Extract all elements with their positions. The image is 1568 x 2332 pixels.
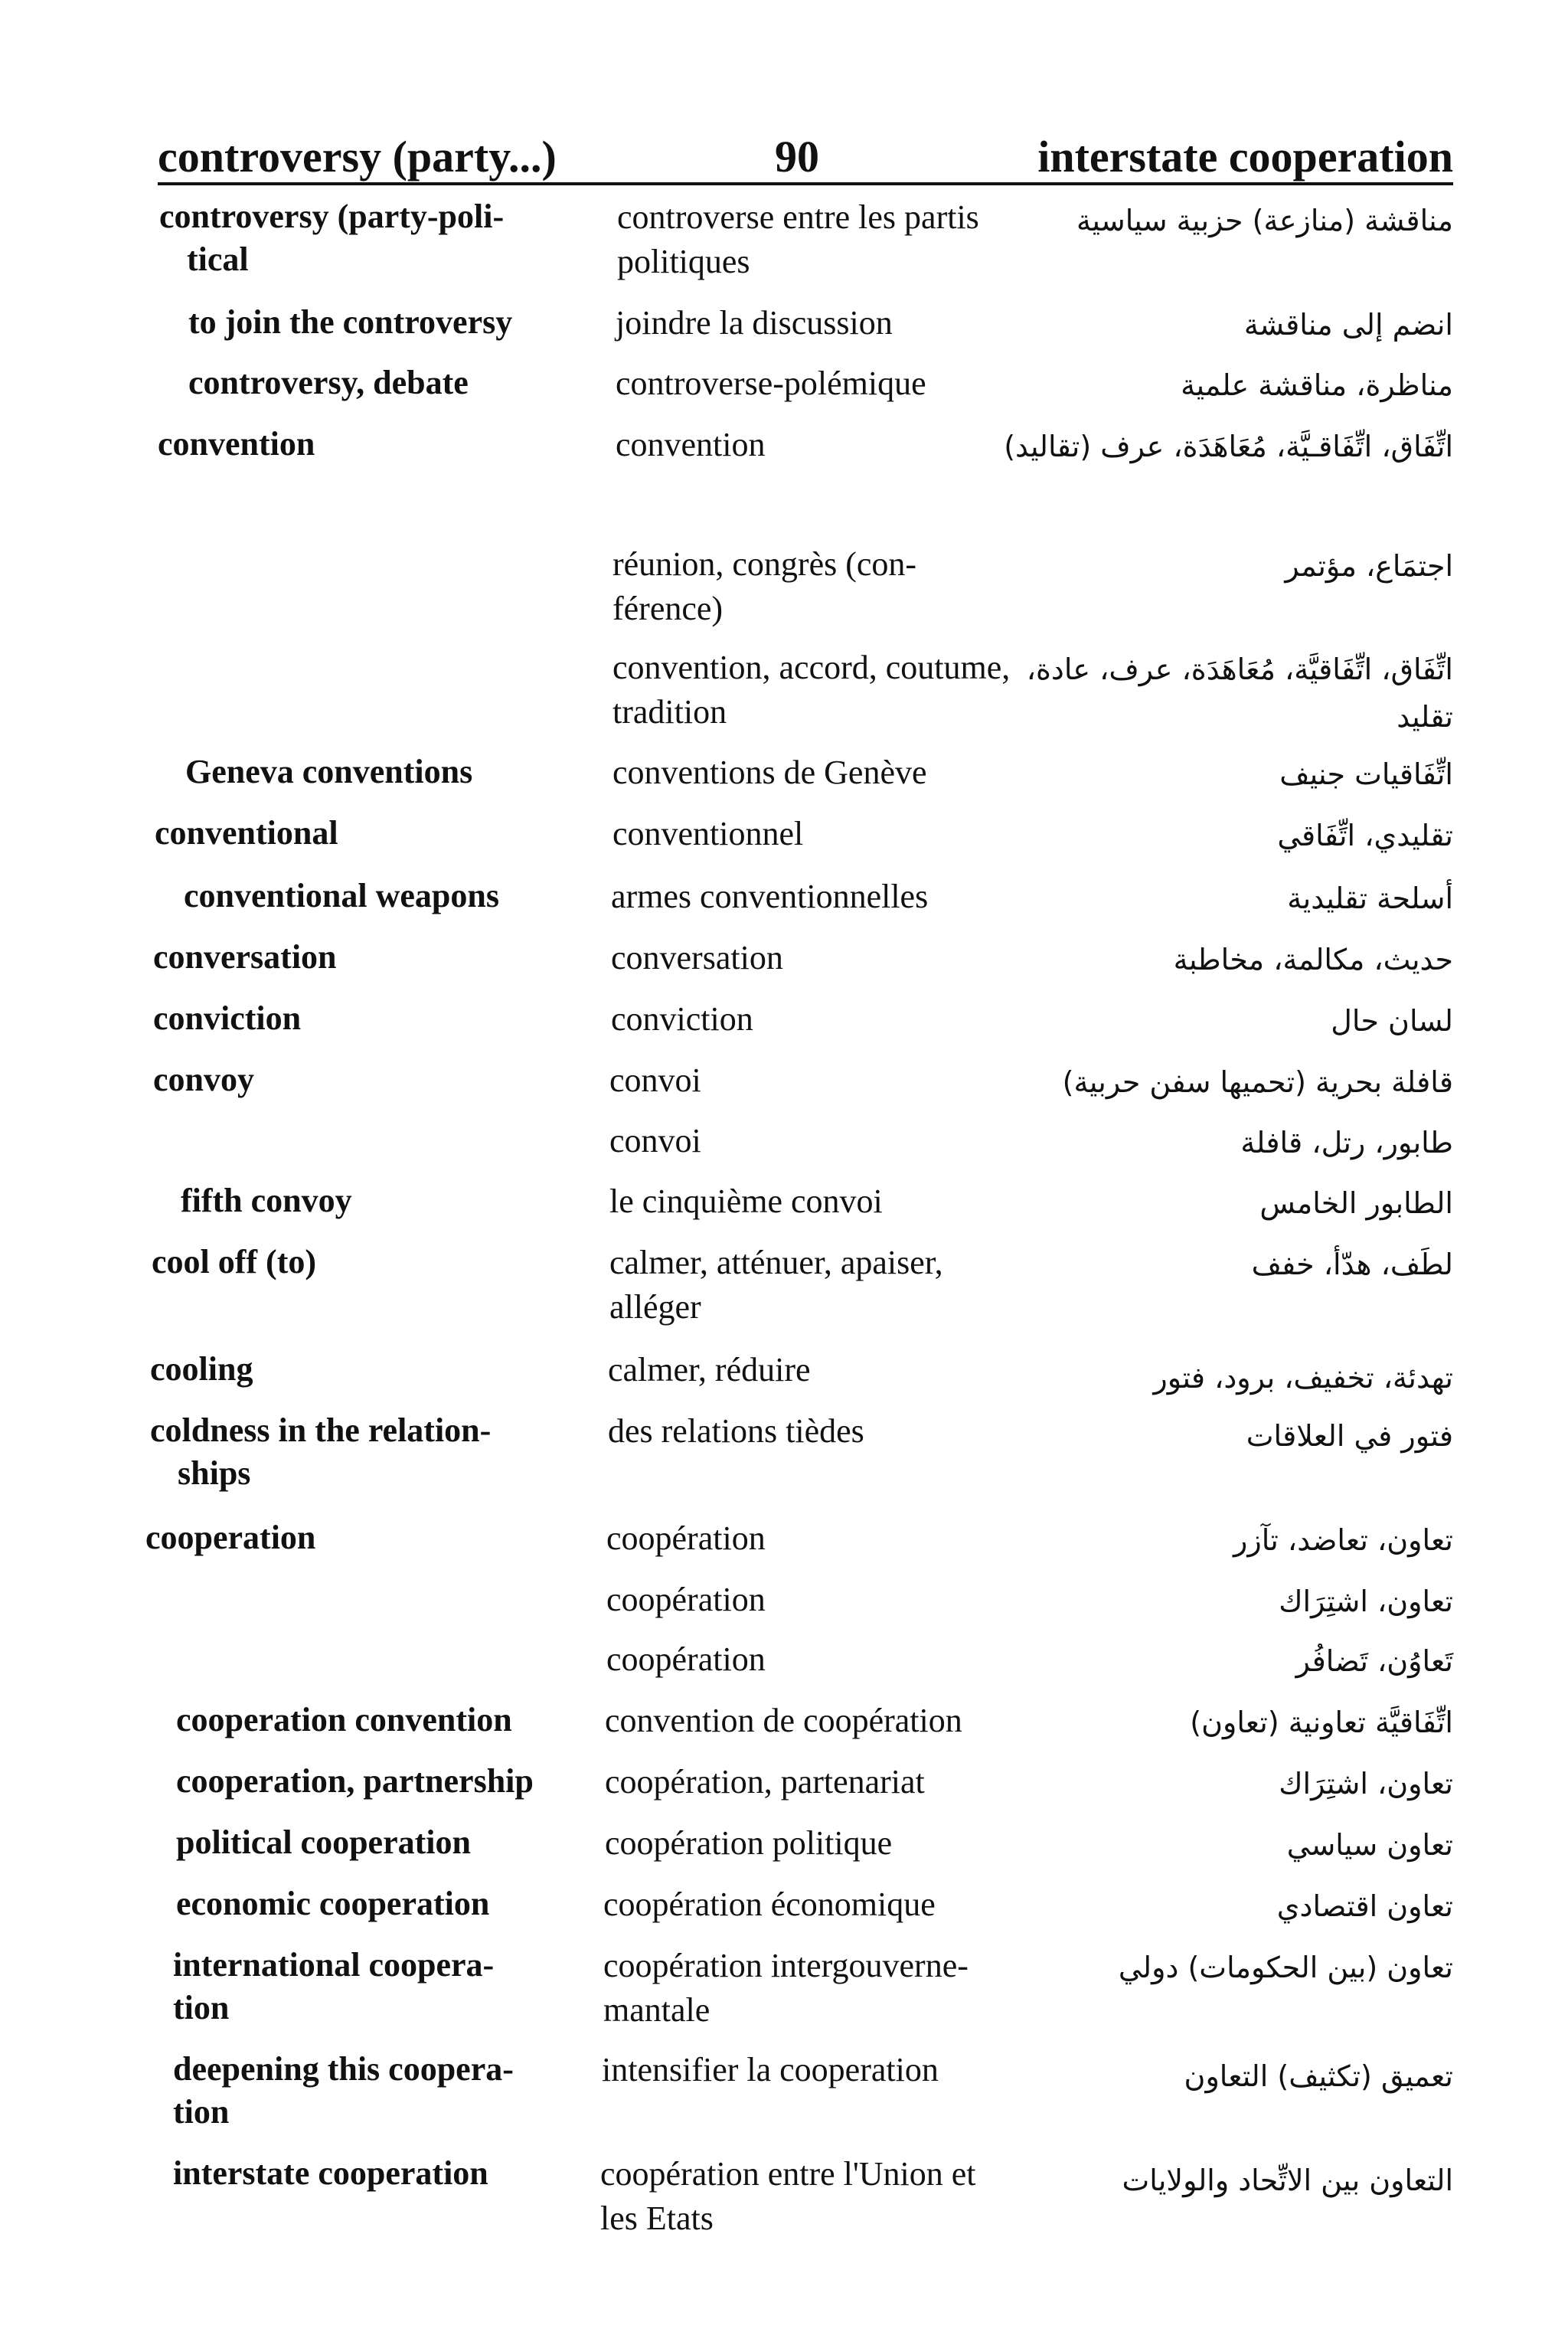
english-term: conviction xyxy=(153,999,302,1037)
arabic-term: مناظرة، مناقشة علمية xyxy=(1181,368,1453,402)
arabic-term: لسان حال xyxy=(1331,1004,1453,1038)
french-term: calmer, atténuer, apaiser, alléger xyxy=(609,1244,943,1326)
english-term: fifth convoy xyxy=(181,1182,352,1219)
arabic-term: التعاون بين الاتِّحاد والولايات xyxy=(1122,2164,1453,2197)
english-term: convention xyxy=(158,425,315,463)
french-term: coopération, partenariat xyxy=(605,1763,925,1801)
french-term: coopération intergouverne- mantale xyxy=(603,1947,969,2029)
french-term: convention, accord, coutume, tradition xyxy=(612,649,1011,731)
french-term: controverse-polémique xyxy=(616,365,926,402)
arabic-term: اتِّفَاقيَّة تعاونية (تعاون) xyxy=(1190,1706,1453,1739)
arabic-term: مناقشة (منازعة) حزبية سياسية xyxy=(1076,204,1453,237)
english-term: conversation xyxy=(153,938,337,976)
arabic-term: فتور في العلاقات xyxy=(1246,1419,1453,1453)
french-term: convention de coopération xyxy=(605,1702,962,1739)
english-term: cooperation, partnership xyxy=(176,1762,534,1800)
french-term: convention xyxy=(616,426,766,463)
arabic-term: الطابور الخامس xyxy=(1259,1186,1453,1220)
arabic-term: اتِّفَاق، اتِّفَاقـيَّة، مُعَاهَدَة، عرف (تقاليد) xyxy=(1004,430,1453,463)
english-term: controversy (party-poli- tical xyxy=(159,198,505,278)
french-term: des relations tièdes xyxy=(608,1412,864,1450)
arabic-term: تعاون سياسي xyxy=(1286,1828,1453,1862)
english-term: convoy xyxy=(153,1061,254,1098)
english-term: controversy, debate xyxy=(188,364,469,401)
english-term: deepening this coopera- tion xyxy=(173,2050,514,2131)
english-term: cool off (to) xyxy=(152,1243,317,1280)
arabic-term: لطَف، هدّأ، خفف xyxy=(1251,1248,1453,1281)
english-term: political cooperation xyxy=(176,1823,471,1861)
arabic-term: طابور، رتل، قافلة xyxy=(1240,1126,1453,1159)
arabic-term: تهدئة، تخفيف، برود، فتور xyxy=(1153,1361,1453,1395)
arabic-term: اتِّفَاقيات جنيف xyxy=(1279,757,1453,791)
header-left-guideword: controversy (party...) xyxy=(158,132,557,182)
french-term: conventionnel xyxy=(612,815,804,852)
french-term: joindre la discussion xyxy=(616,304,893,342)
arabic-term: تقليدي، اتِّفَاقي xyxy=(1277,819,1453,852)
french-term: coopération xyxy=(606,1640,766,1678)
french-term: coopération xyxy=(606,1519,766,1557)
english-term: cooperation convention xyxy=(176,1701,512,1738)
english-term: interstate cooperation xyxy=(173,2154,488,2192)
english-term: coldness in the relation- ships xyxy=(150,1411,492,1492)
english-term: cooling xyxy=(150,1350,253,1388)
arabic-term: انضم إلى مناقشة xyxy=(1243,308,1453,342)
page-number: 90 xyxy=(775,132,819,182)
english-term: conventional xyxy=(155,814,338,852)
arabic-term: حديث، مكالمة، مخاطبة xyxy=(1173,943,1453,976)
arabic-term: أسلحة تقليدية xyxy=(1287,881,1453,915)
french-term: calmer, réduire xyxy=(608,1351,811,1388)
arabic-term: تعاون، تعاضد، تآزر xyxy=(1233,1523,1453,1557)
english-term: Geneva conventions xyxy=(185,753,473,790)
french-term: coopération politique xyxy=(605,1824,893,1862)
arabic-term: تعميق (تكثيف) التعاون xyxy=(1184,2059,1453,2093)
arabic-term: تعاون اقتصادي xyxy=(1276,1889,1453,1923)
french-term: conviction xyxy=(611,1000,753,1038)
french-term: coopération entre l'Union et les Etats xyxy=(600,2155,976,2237)
arabic-term: قافلة بحرية (تحميها سفن حربية) xyxy=(1062,1065,1453,1099)
french-term: réunion, congrès (con- férence) xyxy=(612,545,917,627)
english-term: cooperation xyxy=(145,1519,316,1556)
french-term: intensifier la cooperation xyxy=(602,2051,939,2088)
english-term: conventional weapons xyxy=(184,877,499,914)
french-term: controverse entre les partis politiques xyxy=(617,198,979,280)
english-term: to join the controversy xyxy=(188,303,513,341)
french-term: convoi xyxy=(609,1061,701,1099)
arabic-term: تعاون، اشتِرَاك xyxy=(1279,1767,1453,1801)
arabic-term: تَعاوُن، تَضافُر xyxy=(1295,1644,1453,1678)
english-term: economic cooperation xyxy=(176,1885,490,1922)
french-term: armes conventionnelles xyxy=(611,878,929,915)
arabic-term: تعاون (بين الحكومات) دولي xyxy=(1118,1951,1453,1984)
arabic-term: اتِّفَاق، اتِّفَاقيَّة، مُعَاهَدَة، عرف، عادة، تقليد xyxy=(1026,653,1453,734)
french-term: conventions de Genève xyxy=(612,754,927,791)
arabic-term: تعاون، اشتِرَاك xyxy=(1279,1585,1453,1618)
arabic-term: اجتمَاع، مؤتمر xyxy=(1285,549,1453,583)
french-term: le cinquième convoi xyxy=(609,1182,883,1220)
french-term: conversation xyxy=(611,939,783,976)
english-term: international coopera- tion xyxy=(173,1946,495,2026)
french-term: coopération économique xyxy=(603,1886,936,1923)
french-term: convoi xyxy=(609,1122,701,1159)
french-term: coopération xyxy=(606,1581,766,1618)
header-right-guideword: interstate cooperation xyxy=(1037,132,1453,182)
